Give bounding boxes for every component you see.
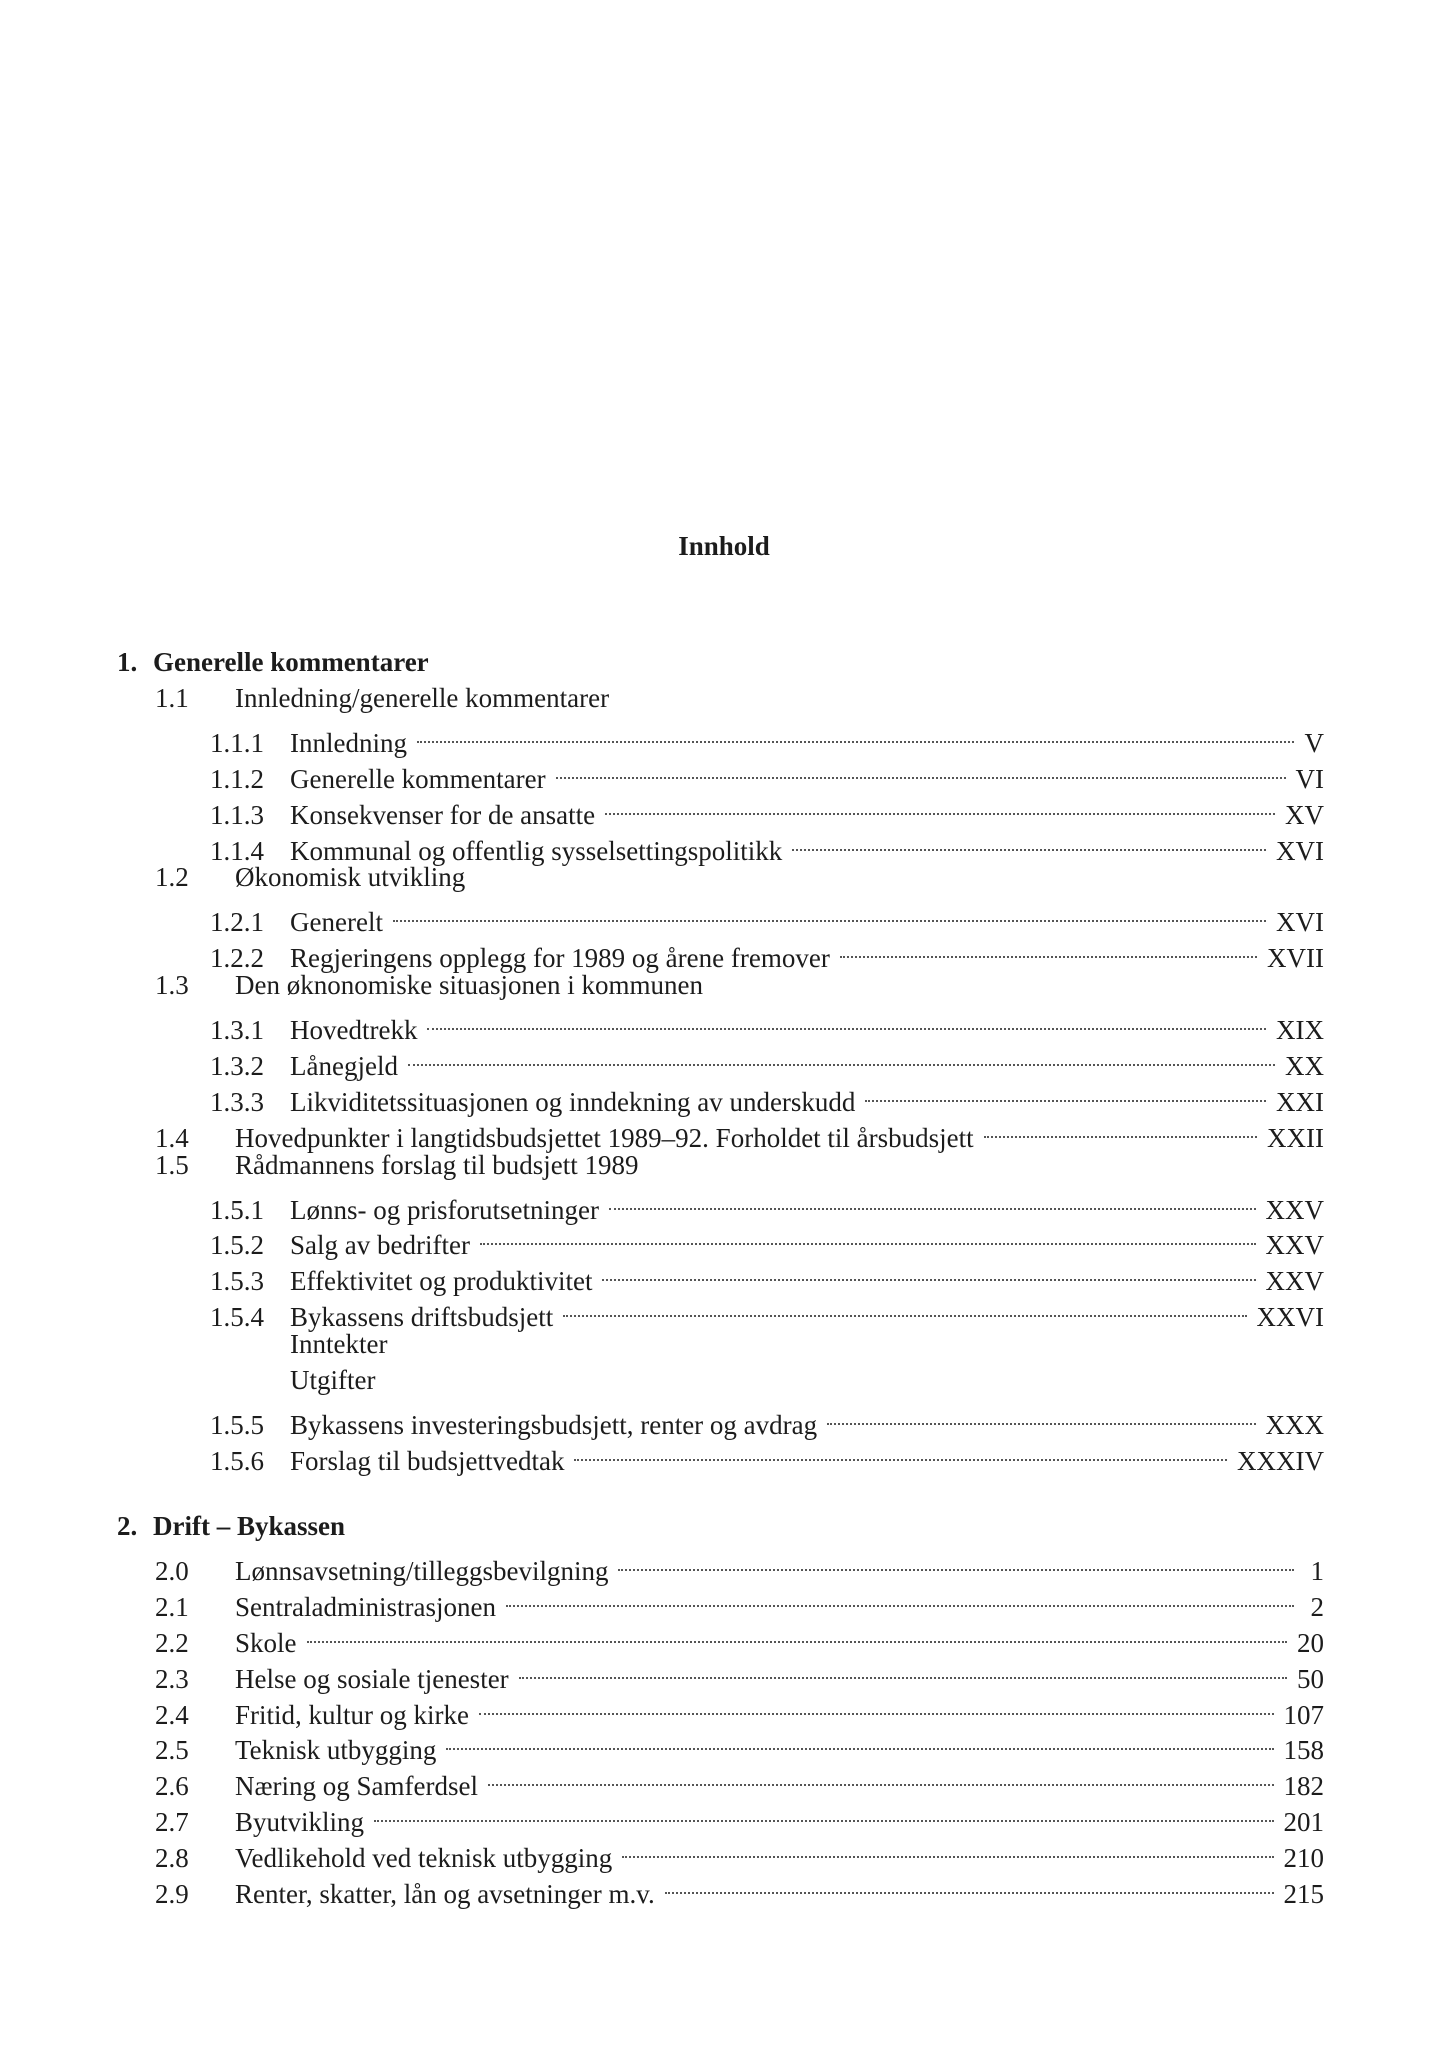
dot-leader <box>427 1003 1266 1039</box>
dot-leader <box>865 1075 1266 1111</box>
toc-entry-page: 1 <box>1310 1556 1324 1586</box>
toc-entry-title: Rådmannens forslag til budsjett 1989 <box>235 1150 639 1180</box>
toc-entry <box>155 1544 1324 1586</box>
toc-entry <box>210 1254 1324 1296</box>
toc-entry-title: Helse og sosiale tjenester <box>235 1664 509 1694</box>
toc-entry-number: 1.5.2 <box>210 1230 264 1260</box>
toc-entry-page: XXV <box>1265 1195 1324 1225</box>
toc-entry-title: Økonomisk utvikling <box>235 862 466 892</box>
toc-entry-number: 2.8 <box>155 1843 189 1873</box>
toc-entry <box>210 1434 1324 1476</box>
toc-entry <box>210 1075 1324 1117</box>
dot-leader <box>602 1254 1255 1290</box>
dot-leader <box>374 1795 1273 1831</box>
dot-leader <box>519 1652 1287 1688</box>
toc-entry <box>155 1616 1324 1658</box>
toc-entry-title: Hovedpunkter i langtidsbudsjettet 1989–92. Forholdet til årsbudsjett <box>235 1123 974 1153</box>
toc-entry-page: XIX <box>1276 1015 1324 1045</box>
toc-entry <box>210 1183 1324 1225</box>
toc-entry-page: 50 <box>1297 1664 1324 1694</box>
dot-leader <box>480 1218 1256 1254</box>
toc-entry <box>155 1867 1324 1909</box>
dot-leader <box>393 895 1266 931</box>
toc-entry-title: Lønns- og prisforutsetninger <box>290 1195 599 1225</box>
section-heading <box>117 1508 345 1544</box>
toc-entry-title: Effektivitet og produktivitet <box>290 1266 593 1296</box>
dot-leader <box>488 1759 1274 1795</box>
toc-entry-number: 1.1.3 <box>210 800 264 830</box>
dot-leader <box>665 1867 1274 1903</box>
toc-entry <box>210 788 1324 830</box>
toc-entry-number: 1.2.1 <box>210 907 264 937</box>
toc-entry <box>210 1039 1324 1081</box>
toc-entry-page: XVII <box>1267 943 1324 973</box>
dot-leader <box>446 1723 1273 1759</box>
toc-entry-title: Likviditetssituasjonen og inndekning av underskudd <box>290 1087 856 1117</box>
dot-leader <box>506 1580 1294 1616</box>
toc-entry-number: 1.2.2 <box>210 943 264 973</box>
toc-subentry-text: Inntekter <box>290 1329 388 1359</box>
toc-entry-number: 1.5.4 <box>210 1302 264 1332</box>
toc-entry-title: Konsekvenser for de ansatte <box>290 800 596 830</box>
toc-entry <box>210 752 1324 794</box>
toc-entry-title: Forslag til budsjettvedtak <box>290 1446 565 1476</box>
toc-entry-page: XXVI <box>1256 1302 1324 1332</box>
dot-leader <box>556 752 1286 788</box>
toc-entry-page: 2 <box>1310 1592 1324 1622</box>
toc-entry-title: Generelle kommentarer <box>290 764 546 794</box>
dot-leader <box>618 1544 1294 1580</box>
toc-entry-number: 1.5.5 <box>210 1410 264 1440</box>
toc-entry-title: Fritid, kultur og kirke <box>235 1700 469 1730</box>
toc-entry-title: Innledning/generelle kommentarer <box>235 683 610 713</box>
toc-entry <box>155 1795 1324 1837</box>
toc-entry-number: 1.3.1 <box>210 1015 264 1045</box>
toc-entry-title: Hovedtrekk <box>290 1015 418 1045</box>
toc-entry-number: 2.9 <box>155 1879 189 1909</box>
toc-entry-number: 2.3 <box>155 1664 189 1694</box>
dot-leader <box>408 1039 1275 1075</box>
dot-leader <box>307 1616 1287 1652</box>
toc-entry <box>210 1218 1324 1260</box>
dot-leader <box>563 1290 1246 1326</box>
toc-entry <box>155 1759 1324 1801</box>
toc-entry <box>155 1580 1324 1622</box>
toc-entry <box>155 1111 1324 1153</box>
toc-entry-number: 2.2 <box>155 1628 189 1658</box>
toc-entry-number: 2.4 <box>155 1700 189 1730</box>
toc-entry-number: 2.7 <box>155 1807 189 1837</box>
toc-entry-page: XXII <box>1267 1123 1324 1153</box>
toc-entry-title: Salg av bedrifter <box>290 1230 470 1260</box>
toc-entry-page: XXV <box>1265 1266 1324 1296</box>
dot-leader <box>840 931 1257 967</box>
toc-entry-number: 1.4 <box>155 1123 189 1153</box>
toc-entry-number: 1.5 <box>155 1150 189 1180</box>
section-number: 2. <box>117 1511 138 1541</box>
toc-entry-number: 1.5.3 <box>210 1266 264 1296</box>
toc-entry-page: XVI <box>1276 836 1324 866</box>
toc-entry-page: XV <box>1285 800 1324 830</box>
section-number: 1. <box>117 647 138 677</box>
toc-entry-title: Regjeringens opplegg for 1989 og årene fremover <box>290 943 830 973</box>
toc-entry-number: 1.2 <box>155 862 189 892</box>
toc-entry <box>210 1003 1324 1045</box>
toc-entry-title: Vedlikehold ved teknisk utbygging <box>235 1843 613 1873</box>
toc-entry-number: 1.1 <box>155 683 189 713</box>
toc-entry-page: XX <box>1285 1051 1324 1081</box>
toc-entry <box>155 1831 1324 1873</box>
toc-entry <box>210 931 1324 973</box>
toc-entry-number: 1.3.3 <box>210 1087 264 1117</box>
toc-entry-number: 2.0 <box>155 1556 189 1586</box>
toc-entry-title: Renter, skatter, lån og avsetninger m.v. <box>235 1879 655 1909</box>
toc-entry-title: Lønnsavsetning/tilleggsbevilgning <box>235 1556 609 1586</box>
dot-leader <box>609 1183 1256 1219</box>
toc-entry-title: Lånegjeld <box>290 1051 398 1081</box>
toc-entry-number: 2.5 <box>155 1735 189 1765</box>
toc-entry-number: 1.5.1 <box>210 1195 264 1225</box>
toc-entry <box>155 1723 1324 1765</box>
toc-entry-page: XXXIV <box>1237 1446 1324 1476</box>
toc-entry-page: 215 <box>1283 1879 1324 1909</box>
toc-entry-title: Kommunal og offentlig sysselsettingspolitikk <box>290 836 783 866</box>
toc-entry <box>155 1688 1324 1730</box>
toc-entry-title: Teknisk utbygging <box>235 1735 437 1765</box>
dot-leader <box>984 1111 1257 1147</box>
toc-entry-page: 210 <box>1283 1843 1324 1873</box>
toc-entry <box>210 1398 1324 1440</box>
dot-leader <box>792 824 1266 860</box>
toc-entry-page: 182 <box>1283 1771 1324 1801</box>
toc-entry-title: Sentraladministrasjonen <box>235 1592 496 1622</box>
toc-entry-title: Bykassens driftsbudsjett <box>290 1302 554 1332</box>
toc-entry <box>155 1147 1324 1183</box>
toc-entry-title: Innledning <box>290 728 407 758</box>
toc-entry-title: Byutvikling <box>235 1807 365 1837</box>
toc-entry-number: 2.6 <box>155 1771 189 1801</box>
toc-subentry-text: Utgifter <box>290 1365 376 1395</box>
toc-entry-page: 107 <box>1283 1700 1324 1730</box>
toc-entry-page: XXX <box>1265 1410 1324 1440</box>
dot-leader <box>622 1831 1273 1867</box>
toc-entry <box>155 680 1324 716</box>
toc-entry-page: V <box>1304 728 1324 758</box>
toc-entry-page: 158 <box>1283 1735 1324 1765</box>
toc-entry <box>210 895 1324 937</box>
dot-leader <box>827 1398 1255 1434</box>
toc-entry-page: 201 <box>1283 1807 1324 1837</box>
section-heading <box>117 644 429 680</box>
toc-entry <box>210 1290 1324 1332</box>
toc-entry-number: 1.1.4 <box>210 836 264 866</box>
toc-entry-number: 1.3.2 <box>210 1051 264 1081</box>
toc-entry-number: 1.1.1 <box>210 728 264 758</box>
page-title: Innhold <box>678 531 770 561</box>
dot-leader <box>605 788 1275 824</box>
toc-entry-page: XXV <box>1265 1230 1324 1260</box>
toc-entry <box>155 1652 1324 1694</box>
toc-entry-title: Næring og Samferdsel <box>235 1771 478 1801</box>
toc-entry-page: XXI <box>1276 1087 1324 1117</box>
dot-leader <box>574 1434 1227 1470</box>
toc-entry-number: 2.1 <box>155 1592 189 1622</box>
toc-entry-number: 1.1.2 <box>210 764 264 794</box>
toc-entry-number: 1.3 <box>155 970 189 1000</box>
toc-entry-page: XVI <box>1276 907 1324 937</box>
toc-entry-title: Skole <box>235 1628 297 1658</box>
toc-entry-title: Bykassens investeringsbudsjett, renter og avdrag <box>290 1410 818 1440</box>
toc-entry <box>210 824 1324 866</box>
toc-entry-number: 1.5.6 <box>210 1446 264 1476</box>
dot-leader <box>479 1688 1274 1724</box>
dot-leader <box>417 716 1294 752</box>
section-title: Drift – Bykassen <box>153 1511 346 1541</box>
section-title: Generelle kommentarer <box>153 647 429 677</box>
toc-entry-page: 20 <box>1297 1628 1324 1658</box>
toc-entry-title: Generelt <box>290 907 383 937</box>
toc-entry <box>155 967 1324 1003</box>
toc-entry-page: VI <box>1295 764 1324 794</box>
toc-entry-title: Den øknonomiske situasjonen i kommunen <box>235 970 703 1000</box>
toc-entry <box>210 716 1324 758</box>
toc-entry <box>155 859 1324 895</box>
